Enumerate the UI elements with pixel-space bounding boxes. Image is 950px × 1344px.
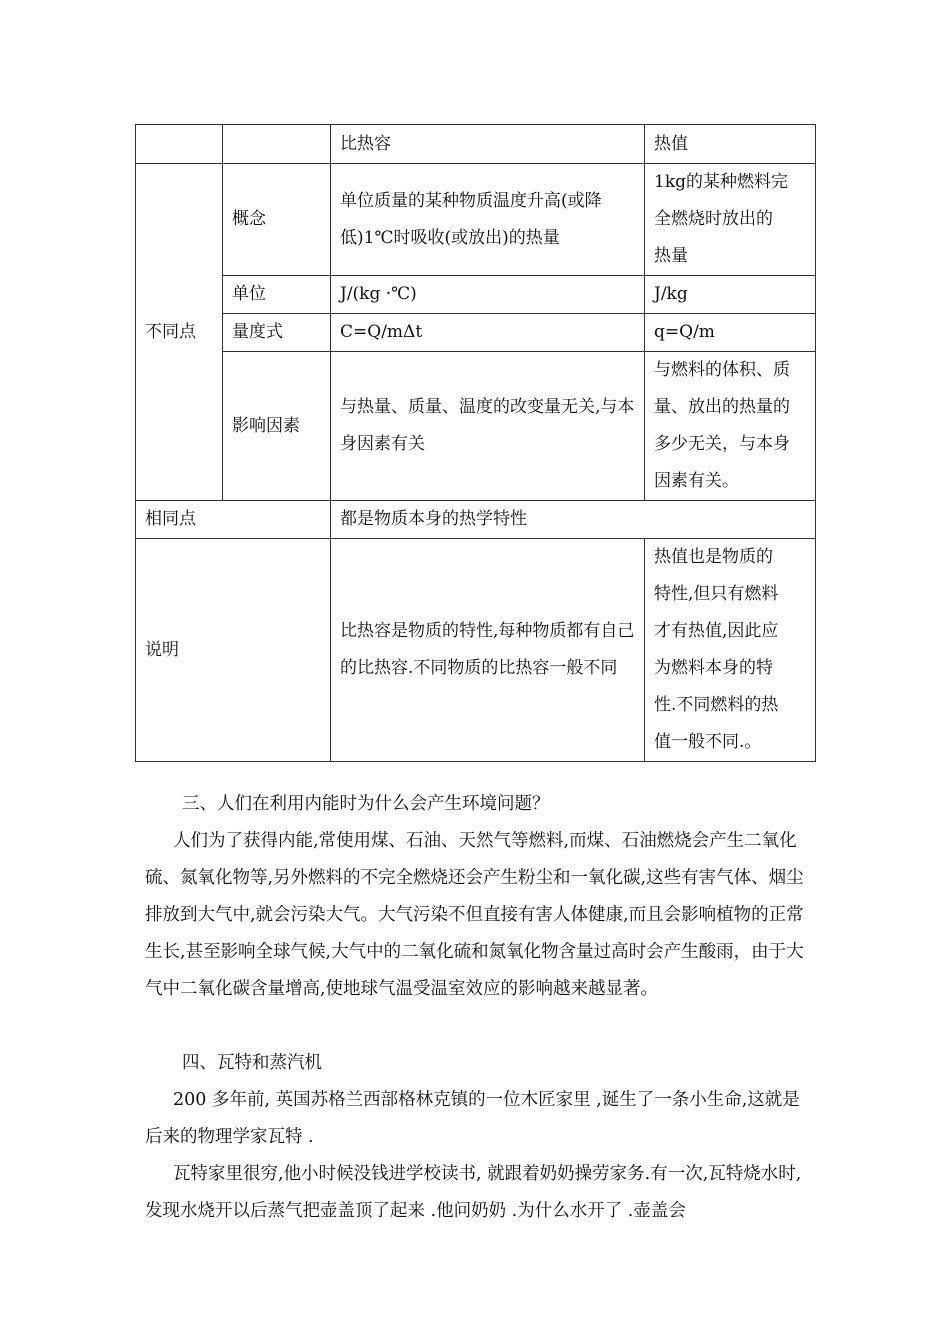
section-4-paragraph-2: 瓦特家里很穷,他小时候没钱进学校读书, 就跟着奶奶操劳家务.有一次,瓦特烧水时, 发现水烧开以后蒸气把壶盖顶了起来 .他问奶奶 .为什么水开了 .壶盖会: [145, 1164, 802, 1221]
header-specific-heat: 比热容: [331, 125, 645, 164]
table-row-factors: [136, 352, 816, 501]
table-row-formula: [136, 314, 816, 352]
section-3: [145, 786, 810, 1008]
table-row-note: [136, 539, 816, 762]
note-label: 说明: [136, 539, 331, 762]
header-cell-empty-1: [136, 125, 223, 164]
section-4-title: 四、瓦特和蒸汽机: [182, 1053, 322, 1073]
section-3-title: 三、人们在利用内能时为什么会产生环境问题？: [182, 794, 550, 814]
comparison-table: [135, 124, 816, 762]
concept-specific-heat: 单位质量的某种物质温度升高(或降低)1℃时吸收(或放出)的热量: [331, 164, 645, 276]
unit-specific-heat: J/(kg ·℃): [331, 276, 645, 314]
unit-heat-value: J/kg: [645, 276, 816, 314]
row-label-formula: 量度式: [223, 314, 331, 352]
row-label-factors: 影响因素: [223, 352, 331, 501]
concept-heat-value: 1kg的某种燃料完 全燃烧时放出的 热量: [645, 164, 816, 276]
table-row-unit: [136, 276, 816, 314]
section-3-paragraph: 人们为了获得内能,常使用煤、石油、天然气等燃料,而煤、石油燃烧会产生二氧化硫、氮氧化物等,另外燃料的不完全燃烧还会产生粉尘和一氧化碳,这些有害气体、烟尘排放到大气中,就会污染大气。大气污染不但直接有害人体健康,而且会影响植物的正常生长,甚至影响全球气候,大气中的二氧化硫和氮氧化物含量过高时会产生酸雨，由于大气中二氧化碳含量增高,使地球气温受温室效应的影响越来越显著。: [145, 831, 804, 999]
table-row-same: [136, 501, 816, 539]
same-text: 都是物质本身的热学特性: [331, 501, 816, 539]
same-label: 相同点: [136, 501, 331, 539]
note-specific-heat: 比热容是物质的特性,每种物质都有自己的比热容.不同物质的比热容一般不同: [331, 539, 645, 762]
table-row-concept: [136, 164, 816, 276]
section-4: [145, 1045, 810, 1230]
factors-specific-heat: 与热量、质量、温度的改变量无关,与本身因素有关: [331, 352, 645, 501]
row-label-concept: 概念: [223, 164, 331, 276]
note-heat-value: 热值也是物质的 特性,但只有燃料 才有热值,因此应 为燃料本身的特 性.不同燃料的热 值一般不同.。: [645, 539, 816, 762]
differences-label: 不同点: [136, 164, 223, 501]
formula-specific-heat: C=Q/mΔt: [331, 314, 645, 352]
header-heat-value: 热值: [645, 125, 816, 164]
factors-heat-value: 与燃料的体积、质 量、放出的热量的 多少无关，与本身 因素有关。: [645, 352, 816, 501]
row-label-unit: 单位: [223, 276, 331, 314]
formula-heat-value: q=Q/m: [645, 314, 816, 352]
section-4-paragraph-1: 200 多年前, 英国苏格兰西部格林克镇的一位木匠家里 ,诞生了一条小生命,这就是后来的物理学家瓦特 .: [145, 1090, 800, 1147]
header-cell-empty-2: [223, 125, 331, 164]
table-header-row: [136, 125, 816, 164]
